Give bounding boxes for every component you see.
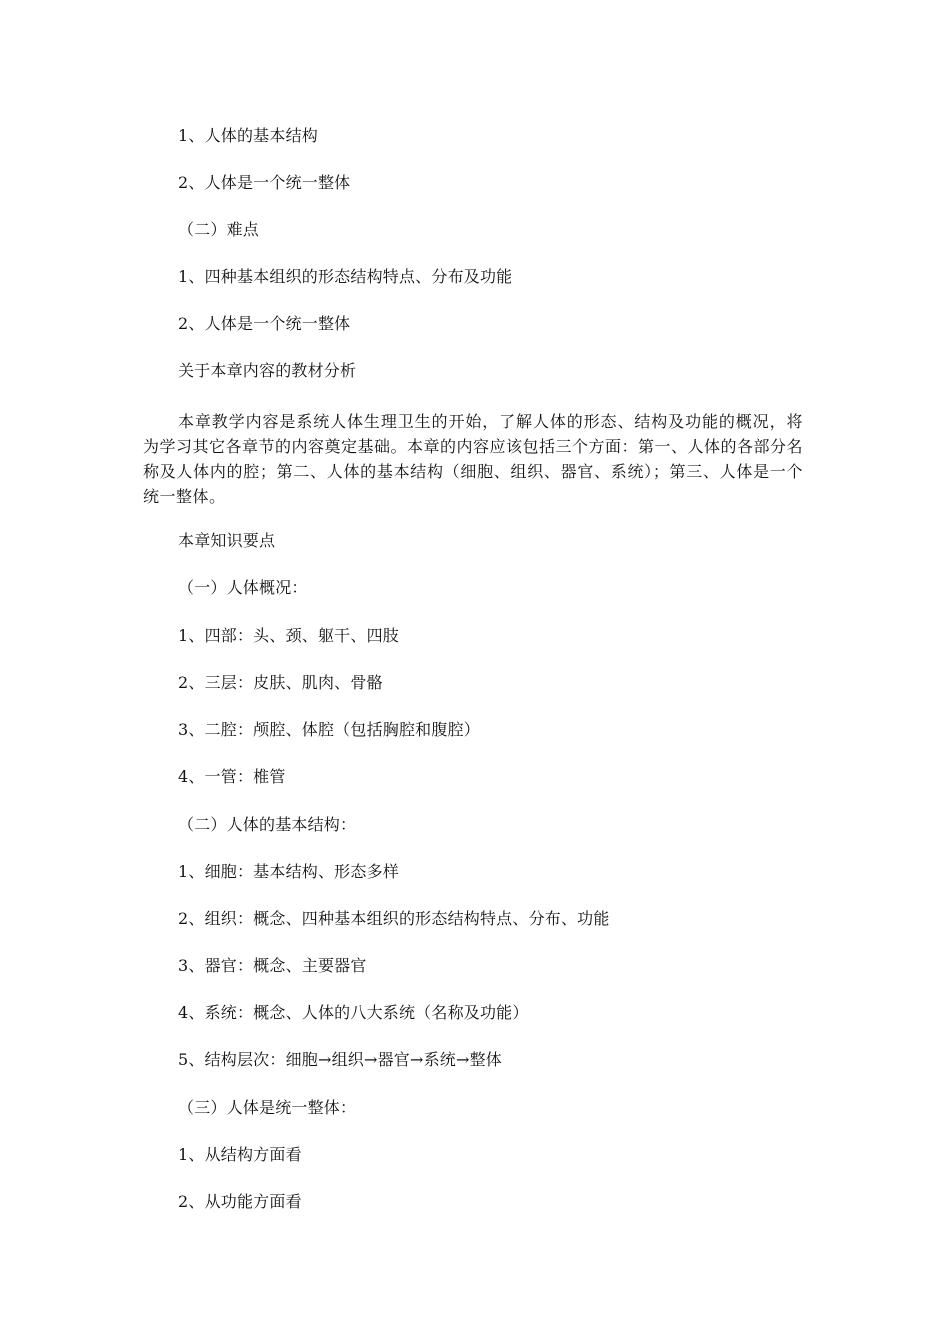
text-line: 2、组织：概念、四种基本组织的形态结构特点、分布、功能 [178,909,610,928]
text-line: 3、器官：概念、主要器官 [178,956,367,975]
text-line: 2、人体是一个统一整体 [178,314,351,333]
text-line: 2、人体是一个统一整体 [178,173,351,192]
text-line: 4、系统：概念、人体的八大系统（名称及功能） [178,1003,529,1022]
section-heading: （二）人体的基本结构： [178,815,357,834]
section-heading: （二）难点 [178,220,260,239]
text-line: 1、四部：头、颈、躯干、四肢 [178,626,399,645]
text-line: 1、人体的基本结构 [178,126,318,145]
text-line: 2、从功能方面看 [178,1192,302,1211]
section-heading: （三）人体是统一整体： [178,1098,357,1117]
text-line: 5、结构层次：细胞→组织→器官→系统→整体 [178,1050,503,1069]
analysis-paragraph: 本章教学内容是系统人体生理卫生的开始，了解人体的形态、结构及功能的概况，将为学习其它各章节的内容奠定基础。本章的内容应该包括三个方面：第一、人体的各部分名称及人体内的腔；第二、人体的基本结构（细胞、组织、器官、系统）；第三、人体是一个统一整体。 [143,412,804,506]
text-line: 1、从结构方面看 [178,1145,302,1164]
text-line: 3、二腔：颅腔、体腔（包括胸腔和腹腔） [178,720,480,739]
section-heading: （一）人体概况： [178,578,308,597]
text-line: 1、细胞：基本结构、形态多样 [178,862,399,881]
section-heading: 关于本章内容的教材分析 [178,361,357,380]
text-line: 2、三层：皮肤、肌肉、骨骼 [178,673,383,692]
text-line: 4、一管：椎管 [178,767,286,786]
section-heading: 本章知识要点 [178,531,276,550]
text-line: 1、四种基本组织的形态结构特点、分布及功能 [178,267,513,286]
